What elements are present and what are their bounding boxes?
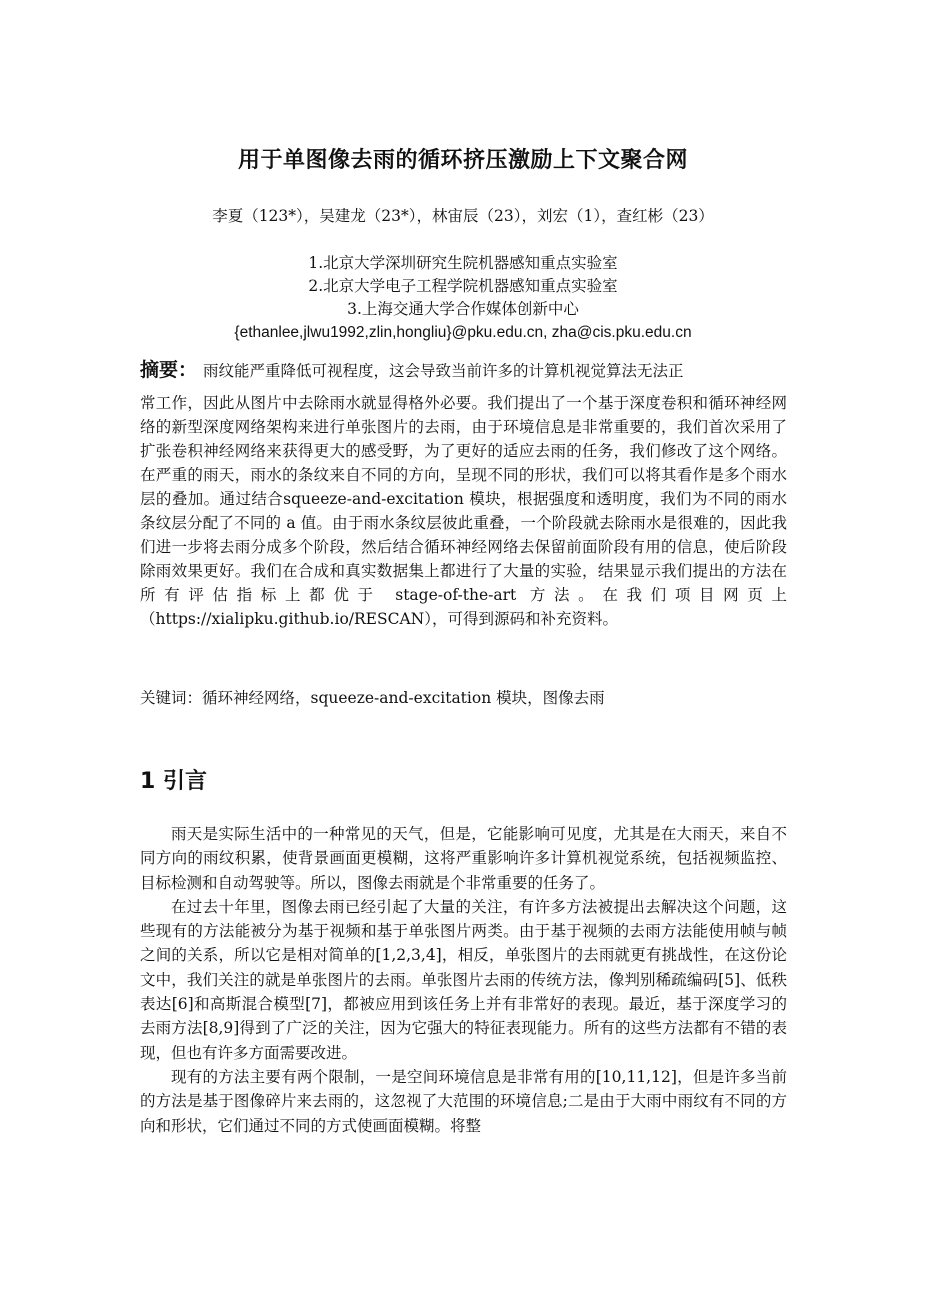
affiliation-1: 1.北京大学深圳研究生院机器感知重点实验室: [308, 254, 618, 272]
paragraph: 在过去十年里，图像去雨已经引起了大量的关注，有许多方法被提出去解决这个问题，这些现有的方法能被分为基于视频和基于单张图片两类。由于基于视频的去雨方法能使用帧与帧之间的关系，所以它是相对简单的[1,2,3,4]，相反，单张图片的去雨就更有挑战性，在这份论文中，我们关注的就是单张图片的去雨。单张图片去雨的传统方法，像判别稀疏编码[5]、低秩表达[6]和高斯混合模型[7]，都被应用到该任务上并有非常好的表现。最近，基于深度学习的去雨方法[8,9]得到了广泛的关注，因为它强大的特征表现能力。所有的这些方法都有不错的表现，但也有许多方面需要改进。: [140, 897, 787, 1062]
affiliation-3: 3.上海交通大学合作媒体创新中心: [347, 300, 579, 318]
section-body: [140, 822, 787, 1138]
paper-title: 用于单图像去雨的循环挤压激励上下文聚合网: [237, 148, 688, 173]
paragraph: 现有的方法主要有两个限制，一是空间环境信息是非常有用的[10,11,12]，但是许多当前的方法是基于图像碎片来去雨的，这忽视了大范围的环境信息;二是由于大雨中雨纹有不同的方向和形状，它们通过不同的方式使画面模糊。将整: [140, 1067, 787, 1135]
affiliations: [0, 252, 926, 344]
abstract-text: 常工作，因此从图片中去除雨水就显得格外必要。我们提出了一个基于深度卷积和循环神经网络的新型深度网络架构来进行单张图片的去雨，由于环境信息是非常重要的，我们首次采用了扩张卷积神经网络来获得更大的感受野，为了更好的适应去雨的任务，我们修改了这个网络。在严重的雨天，雨水的条纹来自不同的方向，呈现不同的形状，我们可以将其看作是多个雨水层的叠加。通过结合squeeze-and-excitation 模块，根据强度和透明度，我们为不同的雨水条纹层分配了不同的 a 值。由于雨水条纹层彼此重叠，一个阶段就去除雨水是很难的，因此我们进一步将去雨分成多个阶段，然后结合循环神经网络去保留前面阶段有用的信息，使后阶段除雨效果更好。我们在合成和真实数据集上都进行了大量的实验，结果显示我们提出的方法在所有评估指标上都优于 stage-of-the-art 方法。在我们项目网页上（https://xialipku.github.io/RESCAN），可得到源码和补充资料。: [140, 394, 787, 628]
author-list: 李夏（123*），吴建龙（23*），林宙辰（23），刘宏（1），查红彬（23）: [212, 207, 714, 225]
author-emails: {ethanlee,jlwu1992,zlin,hongliu}@pku.edu.cn, zha@cis.pku.edu.cn: [234, 324, 692, 341]
affiliation-2: 2.北京大学电子工程学院机器感知重点实验室: [308, 277, 618, 295]
abstract-lead: 雨纹能严重降低可视程度，这会导致当前许多的计算机视觉算法无法正: [203, 362, 684, 380]
abstract: [140, 358, 787, 631]
section-heading: 1 引言: [140, 769, 207, 794]
abstract-first-line: [140, 358, 787, 383]
paragraph: 雨天是实际生活中的一种常见的天气，但是，它能影响可见度，尤其是在大雨天，来自不同方向的雨纹积累，使背景画面更模糊，这将严重影响许多计算机视觉系统，包括视频监控、目标检测和自动驾驶等。所以，图像去雨就是个非常重要的任务了。: [140, 825, 787, 892]
abstract-label: 摘要：: [140, 359, 198, 381]
keywords: 关键词：循环神经网络，squeeze-and-excitation 模块，图像去雨: [140, 689, 605, 707]
